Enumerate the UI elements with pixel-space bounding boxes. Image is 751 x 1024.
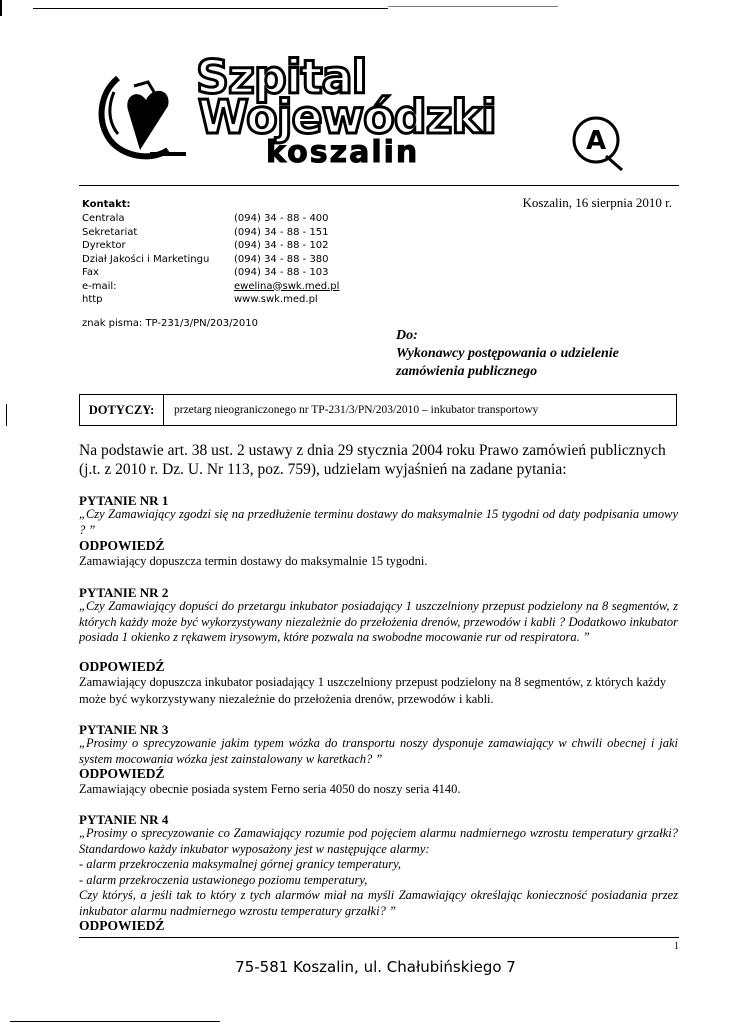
recipient-line-2: zamówienia publicznego [396, 364, 538, 379]
question-4-text-3: - alarm przekroczenia ustawionego poziomu temperatury, [79, 872, 368, 887]
answer-4-title: ODPOWIEDŹ [79, 918, 165, 933]
answer-2-text: Zamawiający dopuszcza inkubator posiadający 1 uszczelniony przepust podzielony na 8 segmentów, z których każdy może być wykorzystywany niezależnie do przełożenia drenów, przewodów i kabli. [79, 675, 667, 706]
scan-line-top [33, 8, 388, 9]
answer-3-title: ODPOWIEDŹ [79, 766, 165, 781]
question-2-text: „Czy Zamawiający dopuści do przetargu inkubator posiadający 1 uszczelniony przepust podzielony na 8 segmentów, z których każdy może być wykorzystywany niezależnie do przełożenia drenów, przewodów i kabli ? Dodatkowo inkubator posiada 1 okienko z rękawem irysowym, które pozwala na swobodne mocowanie rur od respiratora. ” [79, 599, 678, 644]
question-4-text-4: Czy któryś, a jeśli tak to który z tych alarmów miał na myśli Zamawiający określając konieczność posiadania przez inkubator alarmu nadmiernego wzrostu temperatury grzałki? ” [79, 888, 678, 918]
question-4-text-2: - alarm przekroczenia maksymalnej górnej granicy temperatury, [79, 857, 402, 871]
question-1-title: PYTANIE NR 1 [79, 493, 169, 508]
question-4-text-1: „Prosimy o sprecyzowanie co Zamawiający rozumie pod pojęciem alarmu nadmiernego wzrostu temperatury grzałki? Standardowo każdy inkubator wyposażony jest w następujące alarmy: [79, 826, 678, 856]
subject-label: DOTYCZY: [80, 395, 164, 425]
answer-2-title: ODPOWIEDŹ [79, 659, 165, 674]
hospital-logo [88, 52, 638, 177]
contact-label-sekretariat: Sekretariat [82, 226, 138, 238]
emblem-letter: A [585, 126, 607, 156]
contact-value-fax: (094) 34 - 88 - 103 [234, 267, 329, 278]
page-number: 1 [674, 941, 679, 952]
scan-line-top-right [388, 6, 558, 7]
contact-value-quality: (094) 34 - 88 - 380 [234, 253, 329, 265]
contact-value-centrala: (094) 34 - 88 - 400 [234, 213, 329, 224]
heart-hand-logo-icon [88, 58, 198, 168]
recipient-line-1: Wykonawcy postępowania o udzielenie [396, 346, 619, 361]
contact-label-email: e-mail: [82, 280, 117, 292]
subject-text: przetarg nieograniczonego nr TP-231/3/PN/203/2010 – inkubator transportowy [174, 404, 539, 416]
contact-label-dyrektor: Dyrektor [82, 240, 126, 251]
question-1-text: „Czy Zamawiający zgodzi się na przedłużenie terminu dostawy do maksymalnie 15 tygodni od daty podpisania umowy ? ” [79, 507, 678, 537]
contact-label-quality: Dział Jakości i Marketingu [82, 253, 210, 265]
question-3-text: „Prosimy o sprecyzowanie jakim typem wózka do transportu noszy dysponuje zamawiający w chwili obecnej i jaki system mocowania wózka jest zainstalowany w karetkach? ” [79, 736, 678, 766]
contact-website-link[interactable]: www.swk.med.pl [234, 294, 318, 305]
question-4-title: PYTANIE NR 4 [79, 812, 169, 827]
answer-1-title: ODPOWIEDŹ [79, 538, 165, 553]
footer-divider [79, 937, 679, 938]
answer-3-text: Zamawiający obecnie posiada system Ferno seria 4050 do noszy seria 4140. [79, 782, 461, 796]
contact-label-fax: Fax [82, 267, 99, 278]
footer-address: 75-581 Koszalin, ul. Chałubińskiego 7 [235, 958, 516, 976]
intro-paragraph: Na podstawie art. 38 ust. 2 ustawy z dnia 29 stycznia 2004 roku Prawo zamówień publicznych (j.t. z 2010 r. Dz. U. Nr 113, poz. 759), udzielam wyjaśnień na zadane pytania: [79, 442, 666, 478]
logo-line-1: Szpital [196, 50, 367, 104]
question-2-title: PYTANIE NR 2 [79, 585, 169, 600]
contact-label-http: http [82, 294, 103, 305]
letterhead-divider [79, 185, 679, 186]
contact-value-dyrektor: (094) 34 - 88 - 102 [234, 240, 329, 251]
scan-mark-left [6, 404, 7, 426]
recipient-label: Do: [396, 328, 418, 343]
logo-line-2: Wojewódzki [198, 90, 496, 144]
scan-mark-top-left [0, 0, 2, 16]
answer-1-text: Zamawiający dopuszcza termin dostawy do maksymalnie 15 tygodni. [79, 554, 428, 568]
logo-line-3: koszalin [266, 135, 420, 170]
scan-line-bottom [10, 1021, 220, 1022]
letter-date: Koszalin, 16 sierpnia 2010 r. [522, 195, 672, 210]
contact-heading: Kontakt: [82, 199, 131, 210]
question-3-title: PYTANIE NR 3 [79, 722, 169, 737]
contact-value-sekretariat: (094) 34 - 88 - 151 [234, 226, 329, 238]
reference-number: znak pisma: TP-231/3/PN/203/2010 [82, 318, 258, 329]
contact-label-centrala: Centrala [82, 213, 125, 224]
quality-emblem-icon [566, 110, 630, 174]
contact-email-link[interactable]: ewelina@swk.med.pl [234, 280, 340, 292]
subject-box [79, 394, 677, 426]
